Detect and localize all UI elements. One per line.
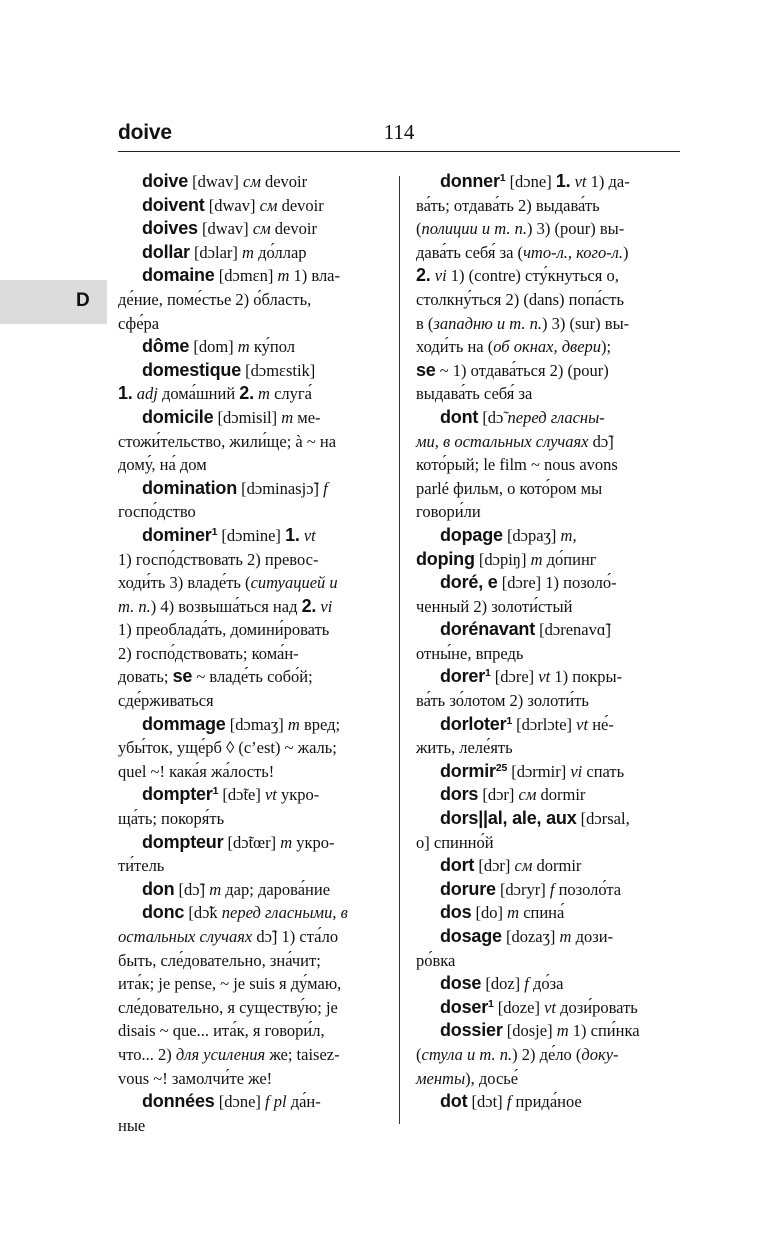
dictionary-line: госпо́дство (118, 502, 196, 522)
dictionary-line: se ~ 1) отдава́ться 2) (pour) (416, 359, 609, 380)
dictionary-line: выдава́ть себя́ за (416, 384, 533, 404)
dictionary-line: don [dɔ̃] m дар; дарова́ние (142, 878, 331, 899)
dictionary-line: doser$^1$ [doze] vt дози́ровать (440, 996, 638, 1017)
dictionary-line: dominer$^1$ [dɔmine] 1. vt (142, 524, 316, 545)
dictionary-line: менты), досье́ (416, 1068, 519, 1088)
dictionary-line: что... 2) для усиления же; taisez- (118, 1044, 340, 1064)
dictionary-line: dopage [dɔpaʒ] m, (440, 524, 577, 545)
dictionary-line: dort [dɔr] см dormir (440, 855, 582, 876)
dictionary-line: dorer$^1$ [dɔre] vt 1) покры- (440, 666, 623, 687)
dictionary-line: жить, леле́ять (416, 738, 513, 758)
dictionary-line: quel ~! кака́я жа́лость! (118, 761, 275, 781)
dictionary-line: де́ние, поме́стье 2) о́бласть, (118, 289, 312, 309)
dictionary-line: (полиции и т. п.) 3) (pour) вы- (416, 219, 625, 239)
dictionary-line: dos [do] m спина́ (440, 902, 565, 923)
dictionary-line: ходи́ть 3) владе́ть (ситуацией и (118, 573, 338, 593)
dictionary-line: 1. adj дома́шний 2. m слуга́ (118, 383, 312, 404)
dictionary-line: сле́довательно, я существу́ю; je (118, 997, 338, 1017)
dictionary-line: dorure [dɔryr] f позоло́та (440, 878, 622, 899)
dictionary-line: doive [dwav] см devoir (142, 171, 308, 191)
dictionary-line: кото́рый; le film ~ nous avons (416, 455, 618, 475)
dictionary-line: dollar [dɔlar] m до́ллар (142, 241, 307, 262)
dictionary-line: dors||al, ale, aux [dɔrsal, (440, 808, 630, 829)
page-number: 114 (383, 120, 415, 144)
left-column (118, 170, 386, 1137)
dictionary-line: 2) госпо́дствовать; кома́н- (118, 643, 299, 663)
dictionary-line: o] спинно́й (416, 832, 494, 852)
dictionary-line: дому́, на́ дом (118, 455, 207, 475)
dictionary-line: données [dɔne] f pl да́н- (142, 1091, 321, 1112)
dictionary-line: ро́вка (416, 950, 456, 970)
dictionary-line: ти́тель (118, 856, 165, 876)
dictionary-line: в (западню и т. п.) 3) (sur) вы- (416, 313, 630, 333)
dictionary-line: dossier [dosje] m 1) спи́нка (440, 1020, 640, 1041)
dictionary-line: dot [dɔt] f прида́ное (440, 1091, 582, 1112)
dictionary-line: отны́не, впредь (416, 643, 524, 663)
dictionary-line: 1) госпо́дствовать 2) превос- (118, 549, 319, 569)
dictionary-line: говори́ли (416, 502, 481, 522)
dictionary-line: ходи́ть на (об окнах, двери); (416, 337, 612, 357)
dictionary-line: donner$^1$ [dɔne] 1. vt 1) да- (440, 171, 630, 191)
dictionary-line: ми, в остальных случаях dɔ̃] (416, 431, 614, 451)
dictionary-line: disais ~ que... ита́к, я говори́л, (118, 1021, 325, 1041)
dictionary-line: dormir$^{25}$ [dɔrmir] vi спать (440, 760, 625, 781)
dictionary-line: довать; se ~ владе́ть собо́й; (118, 666, 313, 687)
dictionary-line: vous ~! замолчи́те же! (118, 1068, 273, 1088)
dictionary-line: ита́к; je pense, ~ je suis я ду́маю, (118, 974, 342, 994)
dictionary-line: doré, e [dɔre] 1) позоло́- (440, 572, 617, 593)
dictionary-line: domination [dɔminasjɔ̃] f (142, 477, 328, 498)
dictionary-line: 2. vi 1) (contre) сту́кнуться о, (416, 265, 619, 286)
dictionary-line: dommage [dɔmaʒ] m вред; (142, 713, 341, 734)
dictionary-line: dompter$^1$ [dɔ̃te] vt укро- (142, 784, 320, 805)
dictionary-line: ные (118, 1115, 146, 1135)
dictionary-line: ва́ть зо́лотом 2) золоти́ть (416, 691, 589, 711)
dictionary-line: domestique [dɔmɛstik] (142, 359, 316, 380)
dictionary-line: dorénavant [dɔrenavɑ̃] (440, 619, 611, 640)
dictionary-line: убы́ток, уще́рб ◊ (c’est) ~ жаль; (118, 738, 337, 758)
dictionary-line: dôme [dom] m ку́пол (142, 336, 295, 357)
column-divider (399, 176, 400, 1124)
dictionary-line: domicile [dɔmisil] m ме- (142, 406, 321, 427)
dictionary-line: dose [doz] f до́за (440, 973, 564, 994)
dictionary-line: ща́ть; покоря́ть (118, 809, 225, 829)
thumb-index-letter: D (76, 290, 90, 311)
dictionary-line: остальных случаях dɔ̃] 1) ста́ло (118, 927, 339, 946)
dictionary-line: dosage [dozaʒ] m дози- (440, 926, 614, 946)
running-header (118, 118, 680, 148)
dictionary-line: дава́ть себя́ за (что-л., кого-л.) (416, 242, 629, 262)
dictionary-line: (стула и т. п.) 2) де́ло (доку- (416, 1044, 619, 1064)
dictionary-line: быть, сле́довательно, зна́чит; (118, 950, 321, 970)
dictionary-line: сде́рживаться (118, 691, 214, 711)
dictionary-line: domaine [dɔmɛn] m 1) вла- (142, 265, 340, 286)
dictionary-line: стожи́тельство, жили́ще; à ~ на (118, 431, 337, 451)
running-headword: doive (118, 121, 172, 144)
dictionary-line: сфе́ра (118, 313, 160, 333)
dictionary-line: dorloter$^1$ [dɔrlɔte] vt не́- (440, 713, 614, 734)
dictionary-line: dont [dɔ̃ перед гласны- (440, 406, 605, 427)
dictionary-line: ва́ть; отдава́ть 2) выдава́ть (416, 195, 600, 215)
dictionary-line: donc [dɔ̃k перед гласными, в (142, 902, 348, 923)
header-rule (118, 151, 680, 152)
right-column (416, 170, 682, 1114)
dictionary-line: dors [dɔr] см dormir (440, 784, 586, 805)
dictionary-line: столкну́ться 2) (dans) попа́сть (416, 289, 624, 309)
dictionary-line: doives [dwav] см devoir (142, 218, 317, 239)
dictionary-line: doping [dɔpiŋ] m до́пинг (416, 548, 597, 569)
dictionary-line: doivent [dwav] см devoir (142, 194, 324, 215)
thumb-index-tab (0, 280, 107, 324)
dictionary-line: parlé фильм, о кото́ром мы (416, 478, 603, 498)
dictionary-line: 1) преоблада́ть, домини́ровать (118, 620, 330, 640)
dictionary-line: т. п.) 4) возвыша́ться над 2. vi (118, 595, 333, 616)
dictionary-line: dompteur [dɔ̃tœr] m укро- (142, 831, 335, 852)
dictionary-line: ченный 2) золоти́стый (416, 596, 573, 616)
